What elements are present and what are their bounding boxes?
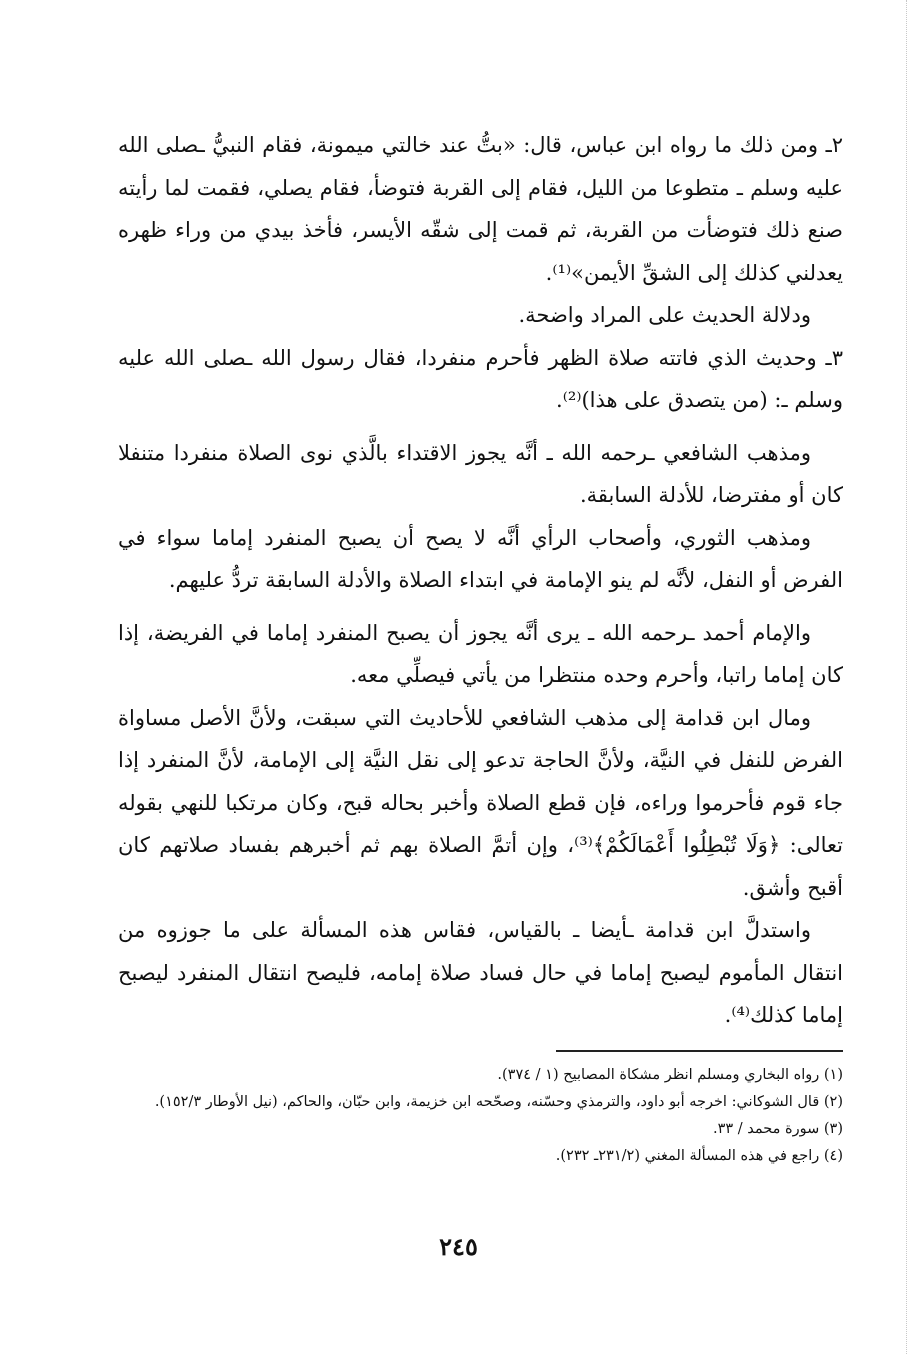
paragraph-shafii-view: ومذهب الشافعي ـرحمه الله ـ أنَّه يجوز الاقتداء بالَّذي نوى الصلاة منفردا متنفلا كان أو مفترضا، للأدلة السابقة.: [118, 440, 843, 507]
paragraph-thawri-view: ومذهب الثوري، وأصحاب الرأي أنَّه لا يصح أن يصبح المنفرد إماما سواء في الفرض أو النفل، لأنَّه لم ينو الإمامة في ابتداء الصلاة والأدلة السابقة تردُّ عليهم.: [118, 525, 843, 592]
paragraph-hadith-ibn-abbas: ٢ـ ومن ذلك ما رواه ابن عباس، قال: «بتُّ عند خالتي ميمونة، فقام النبيُّ ـصلى الله عليه وسلم ـ متطوعا من الليل، فقام إلى القربة فتوضأ، فقام يصلي، فقمت لما رأيته صنع ذلك فتوضأت من القربة، ثم قمت إلى شقّه الأيسر، فأخذ بيدي من وراء ظهره يعدلني كذلك إلى الشقِّ الأيمن»⁽¹⁾.: [118, 133, 843, 285]
footnote-1: (١) رواه البخاري ومسلم انظر مشكاة المصابيح (١ / ٣٧٤).: [497, 1067, 843, 1083]
paragraph-hadith-indication: ودلالة الحديث على المراد واضحة.: [518, 303, 811, 327]
paragraph-ahmad-view: والإمام أحمد ـرحمه الله ـ يرى أنَّه يجوز أن يصبح المنفرد إماما في الفريضة، إذا كان إماما راتبا، وأحرم وحده منتظرا من يأتي فيصلِّي معه.: [118, 620, 843, 687]
footnote-3: (٣) سورة محمد / ٣٣.: [713, 1121, 843, 1137]
footnote-2: (٢) قال الشوكاني: اخرجه أبو داود، والترمذي وحسّنه، وصحّحه ابن خزيمة، وابن حبّان، والحاكم، (نيل الأوطار ١٥٢/٣).: [154, 1094, 843, 1110]
footnote-separator: [556, 1050, 843, 1052]
paragraph-ibn-qudama-analogy: واستدلَّ ابن قدامة ـأيضا ـ بالقياس، فقاس هذه المسألة على ما جوزوه من انتقال المأموم ليصبح إماما في حال فساد صلاة إمامه، فليصح انتقال المنفرد ليصبح إماما كذلك⁽⁴⁾.: [118, 918, 843, 1027]
page-edge-divider: [906, 0, 907, 1354]
footnote-4: (٤) راجع في هذه المسألة المغني (٢٣١/٢ـ ٢٣٢).: [555, 1148, 843, 1164]
main-text: [118, 124, 843, 1037]
page-number: ٢٤٥: [439, 1232, 478, 1261]
paragraph-ibn-qudama-view: ومال ابن قدامة إلى مذهب الشافعي للأحاديث التي سبقت، ولأنَّ الأصل مساواة الفرض للنفل في النيَّة، ولأنَّ الحاجة تدعو إلى نقل النيَّة إلى الإمامة، لأنَّ المنفرد إذا جاء قوم فأحرموا وراءه، فإن قطع الصلاة وأخبر بحاله قبح، وكان مرتكبا للنهي بقوله تعالى: ﴿وَلَا تُبْطِلُوا أَعْمَالَكُمْ﴾⁽³⁾، وإن أتمَّ الصلاة بهم ثم أخبرهم بفساد صلاتهم كان أقبح وأشق.: [118, 705, 843, 900]
paragraph-hadith-zuhr: ٣ـ وحديث الذي فاتته صلاة الظهر فأحرم منفردا، فقال رسول الله ـصلى الله عليه وسلم ـ: (من يتصدق على هذا)⁽²⁾.: [118, 345, 843, 412]
footnotes: [118, 1062, 843, 1170]
